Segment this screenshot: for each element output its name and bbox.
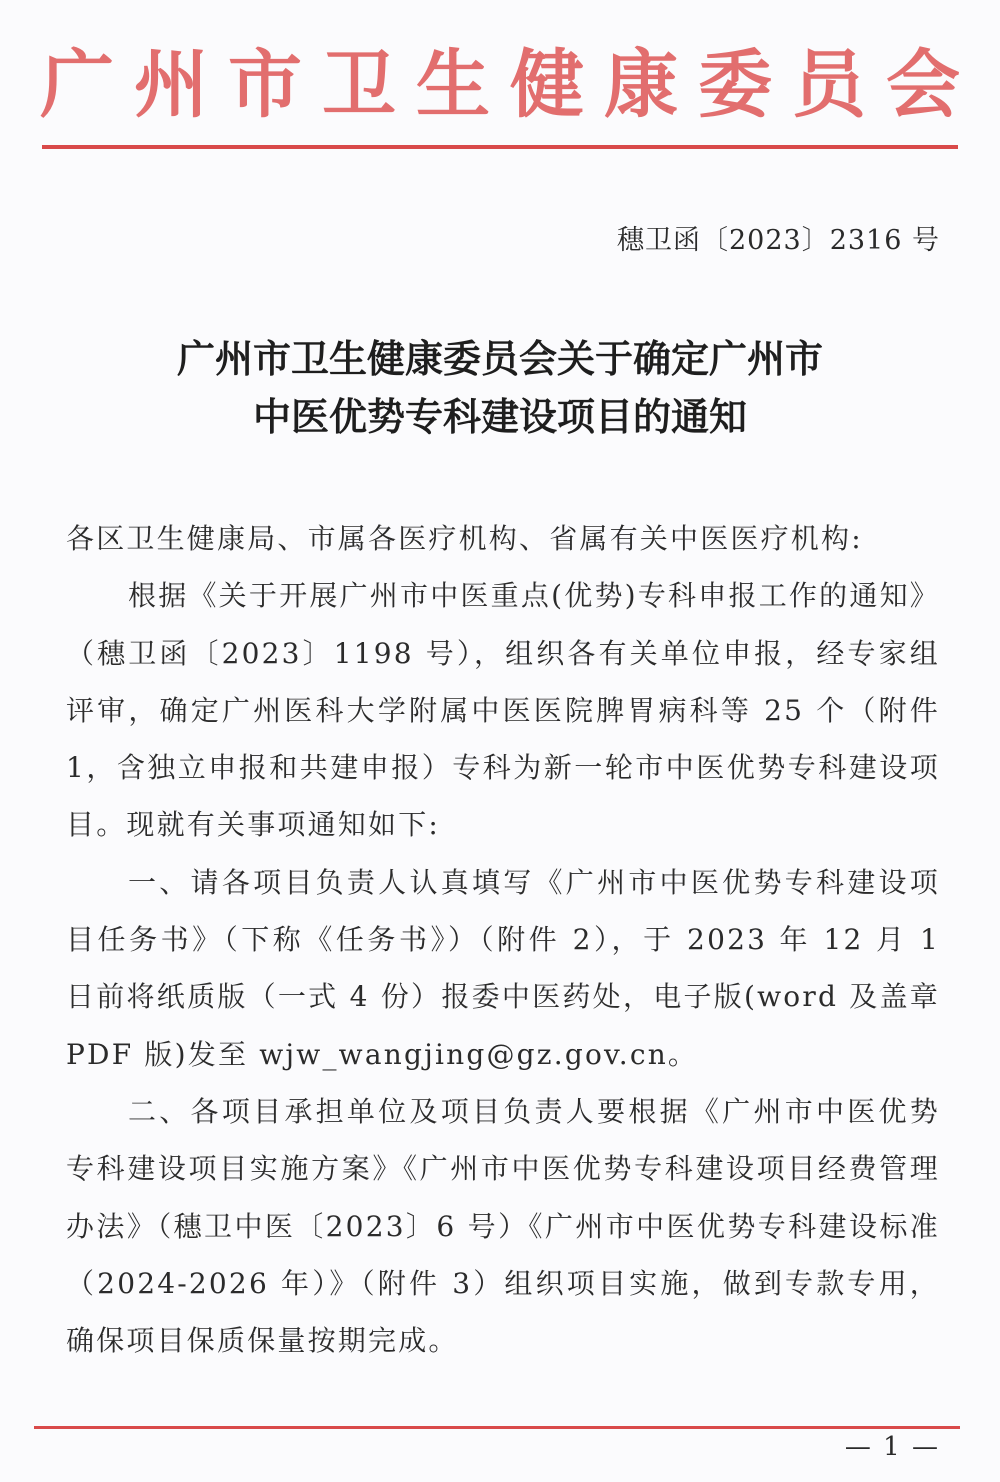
title-line-2: 中医优势专科建设项目的通知 — [252, 394, 747, 439]
masthead-char: 康 — [604, 42, 678, 128]
document-body — [66, 510, 940, 1369]
masthead-char: 广 — [40, 42, 114, 128]
masthead-char: 员 — [792, 42, 866, 128]
masthead-char: 市 — [228, 42, 302, 128]
masthead-char: 健 — [510, 42, 584, 128]
paragraph-item-1: 一、请各项目负责人认真填写《广州市中医优势专科建设项目任务书》（下称《任务书》）（附件 2），于 2023 年 12 月 1 日前将纸质版（一式 4 份）报委中医药处，电子版(word 及盖章 PDF 版)发至 wjw_wangjing@gz.gov.cn。 — [66, 865, 940, 1071]
document-title — [0, 330, 1000, 446]
addressee: 各区卫生健康局、市属各医疗机构、省属有关中医医疗机构: — [66, 522, 863, 555]
document-number: 穗卫函〔2023〕2316 号 — [616, 225, 940, 256]
masthead-char: 州 — [134, 42, 208, 128]
masthead — [40, 40, 960, 130]
page-number: — 1 — — [844, 1432, 940, 1462]
title-line-1: 广州市卫生健康委员会关于确定广州市 — [176, 336, 823, 381]
paragraph-intro: 根据《关于开展广州市中医重点(优势)专科申报工作的通知》（穗卫函〔2023〕1198 号），组织各有关单位申报，经专家组评审，确定广州医科大学附属中医医院脾胃病科等 25 个（附件 1，含独立申报和共建申报）专科为新一轮市中医优势专科建设项目。现就有关事项通知如下: — [66, 579, 940, 842]
paragraph-item-2: 二、各项目承担单位及项目负责人要根据《广州市中医优势专科建设项目实施方案》《广州市中医优势专科建设项目经费管理办法》（穗卫中医〔2023〕6 号）《广州市中医优势专科建设标准（2024-2026 年）》（附件 3）组织项目实施，做到专款专用，确保项目保质保量按期完成。 — [66, 1094, 940, 1358]
footer-rule — [34, 1426, 960, 1429]
masthead-rule — [42, 145, 958, 149]
masthead-char: 生 — [416, 42, 490, 128]
masthead-char: 委 — [698, 42, 772, 128]
masthead-char: 会 — [886, 42, 960, 128]
masthead-char: 卫 — [322, 42, 396, 128]
